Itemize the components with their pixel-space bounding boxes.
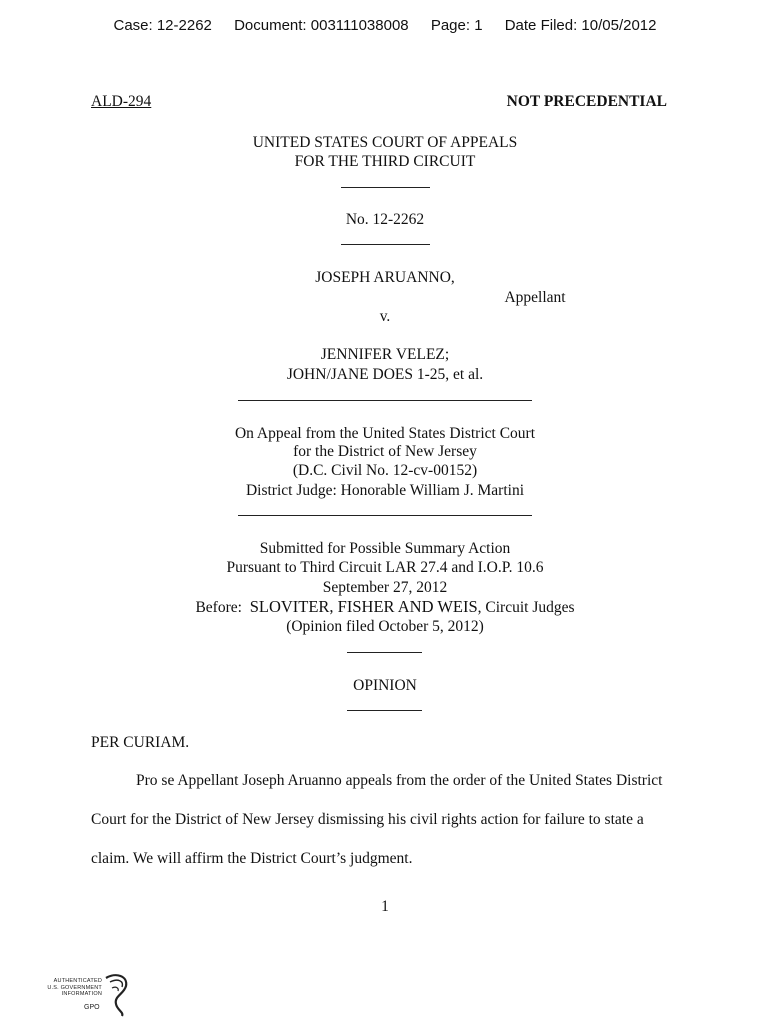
case-number: No. 12-2262 [345, 211, 425, 228]
page-header: Page: 1 [430, 17, 483, 34]
date-filed-header: Date Filed: 10/05/2012 [504, 17, 657, 34]
case-number-header: Case: 12-2262 [113, 17, 212, 34]
divider [238, 515, 532, 516]
court-name-line1: UNITED STATES COURT OF APPEALS [252, 134, 518, 151]
appellant-role: Appellant [504, 289, 566, 306]
opinion-filed: (Opinion filed October 5, 2012) [286, 618, 484, 635]
appeal-line3: (D.C. Civil No. 12-cv-00152) [292, 462, 478, 479]
divider [347, 652, 422, 653]
divider [347, 710, 422, 711]
opinion-heading: OPINION [353, 677, 417, 694]
divider [341, 187, 430, 188]
document-number-header: Document: 003111038008 [234, 17, 409, 34]
precedential-status: NOT PRECEDENTIAL [506, 93, 667, 110]
appellee-2: JOHN/JANE DOES 1-25, et al. [286, 366, 484, 383]
appellee-1: JENNIFER VELEZ; [320, 346, 450, 363]
district-judge: District Judge: Honorable William J. Martini [245, 482, 525, 499]
before-label: Before: [195, 599, 242, 616]
appeal-line1: On Appeal from the United States District Court [234, 425, 536, 442]
appellant-name: JOSEPH ARUANNO, [315, 269, 455, 286]
opinion-body-paragraph: Pro se Appellant Joseph Aruanno appeals from the order of the United States District Court for the District of New Jersey dismissing his civil rights action for failure to state a claim. We will affirm the District Court’s judgment. [91, 772, 663, 867]
appeal-line2: for the District of New Jersey [293, 443, 477, 460]
submission-line2: Pursuant to Third Circuit LAR 27.4 and I.O.P. 10.6 [226, 559, 544, 576]
panel-judges: SLOVITER, FISHER AND WEIS [249, 597, 478, 616]
gpo-authentication-logo [44, 972, 134, 1018]
court-name-line2: FOR THE THIRD CIRCUIT [294, 153, 476, 170]
submission-date: September 27, 2012 [322, 579, 448, 596]
panel [0, 597, 770, 618]
submission-line1: Submitted for Possible Summary Action [259, 540, 511, 557]
eagle-icon [102, 972, 132, 1018]
logo-text: AUTHENTICATED U.S. GOVERNMENT INFORMATION [47, 978, 102, 997]
divider [238, 400, 532, 401]
logo-gpo: GPO [84, 1004, 100, 1011]
filing-header [0, 17, 770, 34]
versus: v. [379, 308, 391, 325]
page-number: 1 [381, 898, 389, 915]
document-code: ALD-294 [91, 93, 152, 110]
divider [341, 244, 430, 245]
per-curiam: PER CURIAM. [91, 734, 190, 751]
panel-judges-suffix: , Circuit Judges [477, 599, 575, 616]
